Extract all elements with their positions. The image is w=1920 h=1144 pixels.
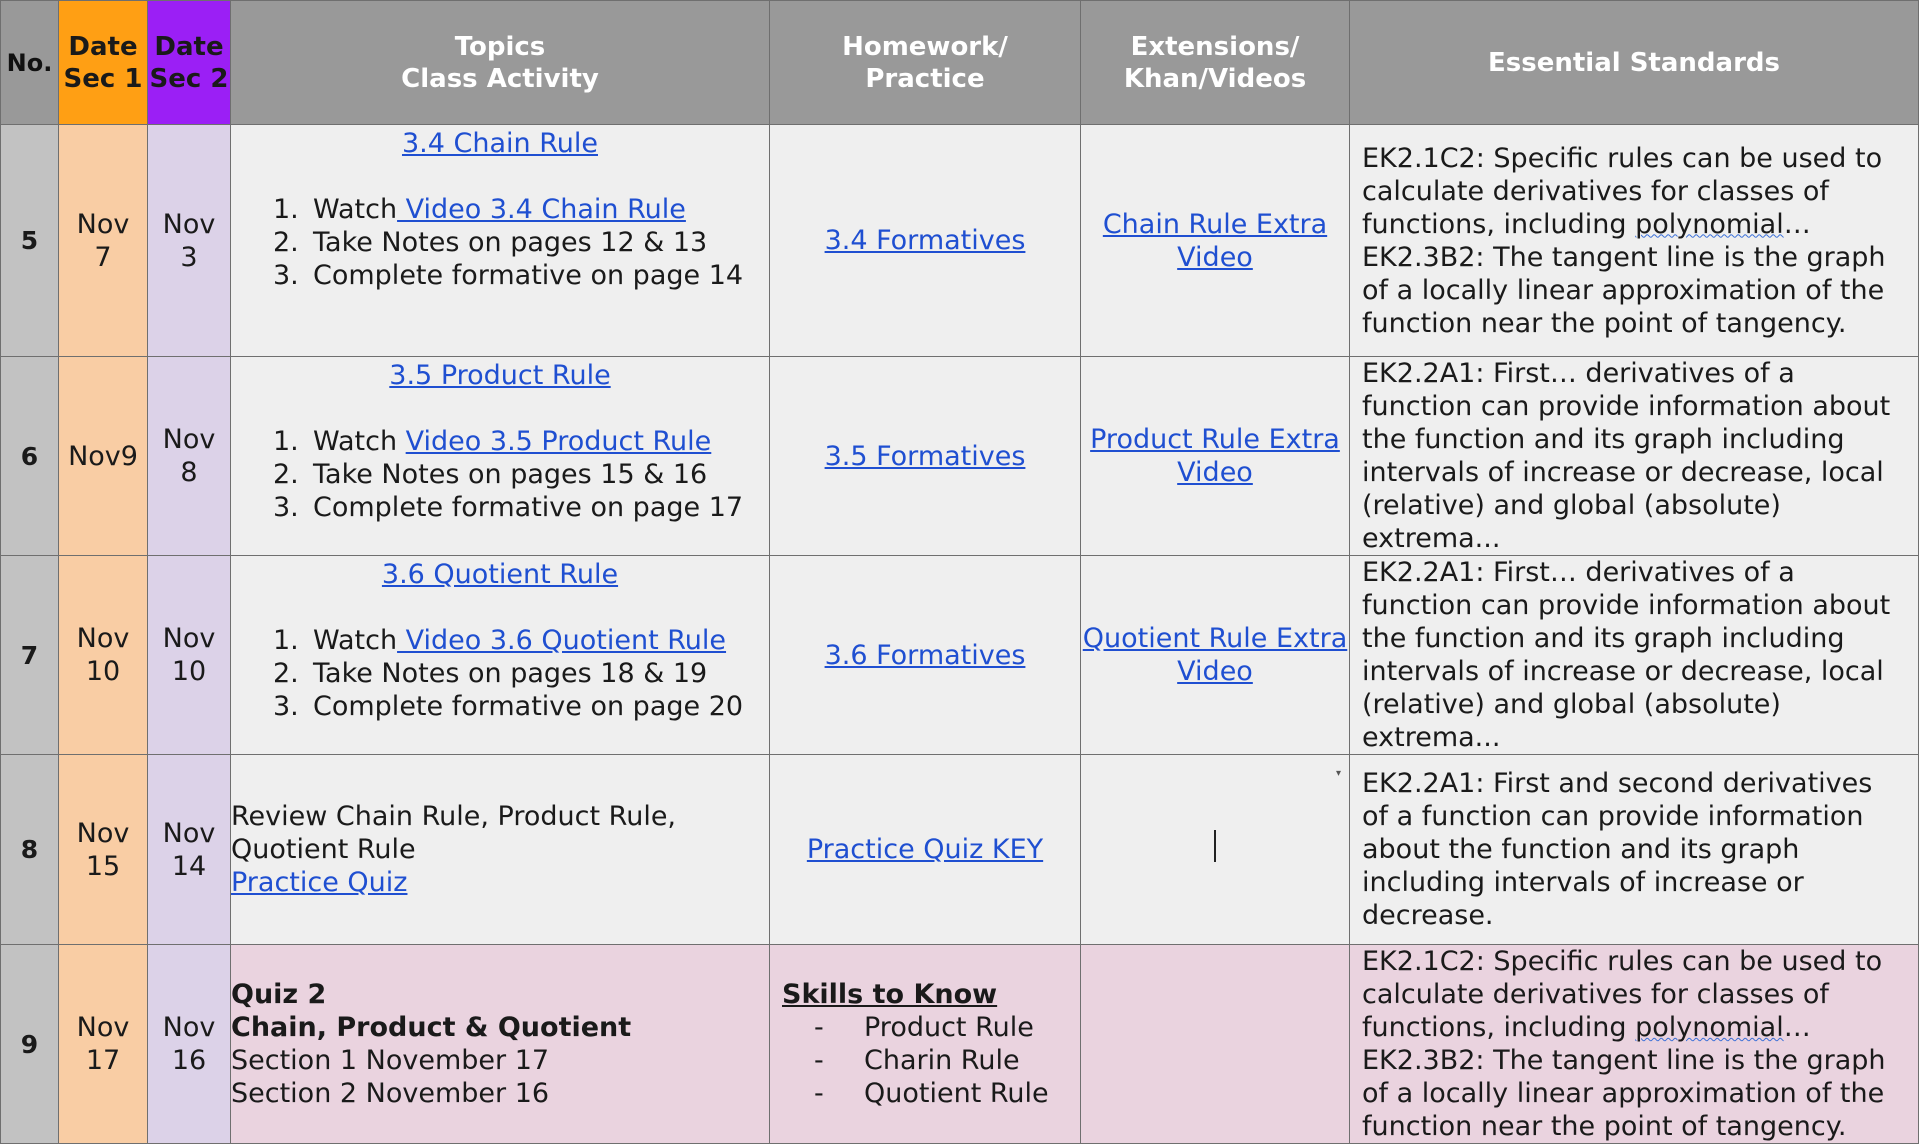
homework-cell [770, 357, 1081, 556]
table-row [1, 945, 1919, 1144]
skills-heading: Skills to Know [782, 979, 998, 1010]
list-item: 1. Watch Video 3.6 Quotient Rule [273, 625, 727, 656]
extension-link[interactable]: Chain Rule Extra Video [1102, 208, 1328, 273]
topic-cell: Review Chain Rule, Product Rule, Quotient Rule Practice Quiz [231, 755, 770, 945]
homework-cell [770, 556, 1081, 755]
table-row [1, 357, 1919, 556]
video-link[interactable]: Video 3.6 Quotient Rule [397, 625, 727, 656]
topic-cell [231, 125, 770, 357]
steps-list [231, 193, 769, 292]
list-item: 1. Watch Video 3.5 Product Rule [273, 426, 712, 457]
homework-link[interactable]: 3.6 Formatives [824, 639, 1026, 671]
list-item: 2. Take Notes on pages 18 & 19 [273, 658, 708, 689]
homework-link[interactable]: 3.4 Formatives [824, 225, 1026, 256]
date-sec1: Nov 15 [59, 755, 148, 945]
date-sec1: Nov 7 [59, 125, 148, 357]
standards-cell: EK2.1C2: Specific rules can be used to calculate derivatives for classes of functions, including polynomial… EK2.3B2: The tangent line is the graph of a locally linear approximation of the function near the point of tangency. [1350, 125, 1919, 357]
list-item: - Charin Rule [814, 1045, 1020, 1076]
header-date-sec2: Date Sec 2 [148, 1, 231, 125]
date-sec1: Nov9 [59, 357, 148, 556]
row-number: 6 [1, 357, 59, 556]
dropdown-arrow-icon[interactable]: ▾ [1335, 768, 1341, 779]
header-row [1, 1, 1919, 125]
topic-title-link[interactable]: 3.5 Product Rule [389, 360, 611, 391]
date-sec2: Nov 16 [148, 945, 231, 1144]
extension-cell [1081, 357, 1350, 556]
header-date-sec1: Date Sec 1 [59, 1, 148, 125]
extension-link[interactable]: Quotient Rule Extra Video [1082, 623, 1348, 687]
extension-link[interactable]: Product Rule Extra Video [1090, 424, 1340, 488]
row-number: 5 [1, 125, 59, 357]
header-homework: Homework/ Practice [770, 1, 1081, 125]
header-no: No. [1, 1, 59, 125]
video-link[interactable]: Video 3.5 Product Rule [405, 426, 712, 457]
topic-title-link[interactable]: 3.4 Chain Rule [401, 128, 598, 159]
date-sec2: Nov 3 [148, 125, 231, 357]
extension-cell [1081, 125, 1350, 357]
topic-title-link[interactable]: 3.6 Quotient Rule [381, 559, 619, 590]
list-item: 1. Watch Video 3.4 Chain Rule [273, 194, 686, 225]
table-row [1, 556, 1919, 755]
extension-cell[interactable] [1081, 755, 1350, 945]
list-item: - Product Rule [814, 1012, 1034, 1043]
standards-cell: EK2.1C2: Specific rules can be used to calculate derivatives for classes of functions, including polynomial… EK2.3B2: The tangent line is the graph of a locally linear approximation of the function near the point of tangency. [1350, 945, 1919, 1144]
standards-cell: EK2.2A1: First… derivatives of a function can provide information about the function and its graph including intervals of increase or decrease, local (relative) and global (absolute) extrema... [1350, 556, 1919, 755]
steps-list [231, 425, 769, 524]
extension-cell [1081, 945, 1350, 1144]
topic-cell [231, 556, 770, 755]
steps-list [231, 624, 769, 723]
list-item: 2. Take Notes on pages 12 & 13 [273, 227, 708, 258]
date-sec2: Nov 8 [148, 357, 231, 556]
header-standards: Essential Standards [1350, 1, 1919, 125]
date-sec2: Nov 14 [148, 755, 231, 945]
practice-quiz-link[interactable]: Practice Quiz [231, 867, 408, 898]
list-item: 3. Complete formative on page 17 [273, 492, 744, 523]
extension-cell [1081, 556, 1350, 755]
row-number: 8 [1, 755, 59, 945]
standards-cell: EK2.2A1: First… derivatives of a function can provide information about the function and its graph including intervals of increase or decrease, local (relative) and global (absolute) extrema... [1350, 357, 1919, 556]
table-row [1, 755, 1919, 945]
list-item: 2. Take Notes on pages 15 & 16 [273, 459, 708, 490]
date-sec1: Nov 17 [59, 945, 148, 1144]
row-number: 9 [1, 945, 59, 1144]
date-sec2: Nov 10 [148, 556, 231, 755]
header-topics: Topics Class Activity [231, 1, 770, 125]
list-item: 3. Complete formative on page 14 [273, 260, 744, 291]
date-sec1: Nov 10 [59, 556, 148, 755]
text-cursor [1214, 830, 1216, 862]
homework-link[interactable]: 3.5 Formatives [824, 440, 1026, 472]
header-extensions: Extensions/ Khan/Videos [1081, 1, 1350, 125]
table-row [1, 125, 1919, 357]
topic-cell [231, 357, 770, 556]
list-item: - Quotient Rule [814, 1078, 1049, 1109]
video-link[interactable]: Video 3.4 Chain Rule [397, 194, 686, 225]
quiz-title: Quiz 2 [231, 979, 327, 1010]
standards-cell: EK2.2A1: First and second derivatives of a function can provide information about the function and its graph including intervals of increase or decrease. [1350, 755, 1919, 945]
homework-cell [770, 945, 1081, 1144]
practice-quiz-key-link[interactable]: Practice Quiz KEY [806, 834, 1044, 865]
row-number: 7 [1, 556, 59, 755]
quiz-subtitle: Chain, Product & Quotient [231, 1012, 632, 1043]
homework-cell [770, 755, 1081, 945]
topic-cell: Quiz 2 Chain, Product & Quotient Section 1 November 17 Section 2 November 16 [231, 945, 770, 1144]
list-item: 3. Complete formative on page 20 [273, 691, 744, 722]
homework-cell [770, 125, 1081, 357]
